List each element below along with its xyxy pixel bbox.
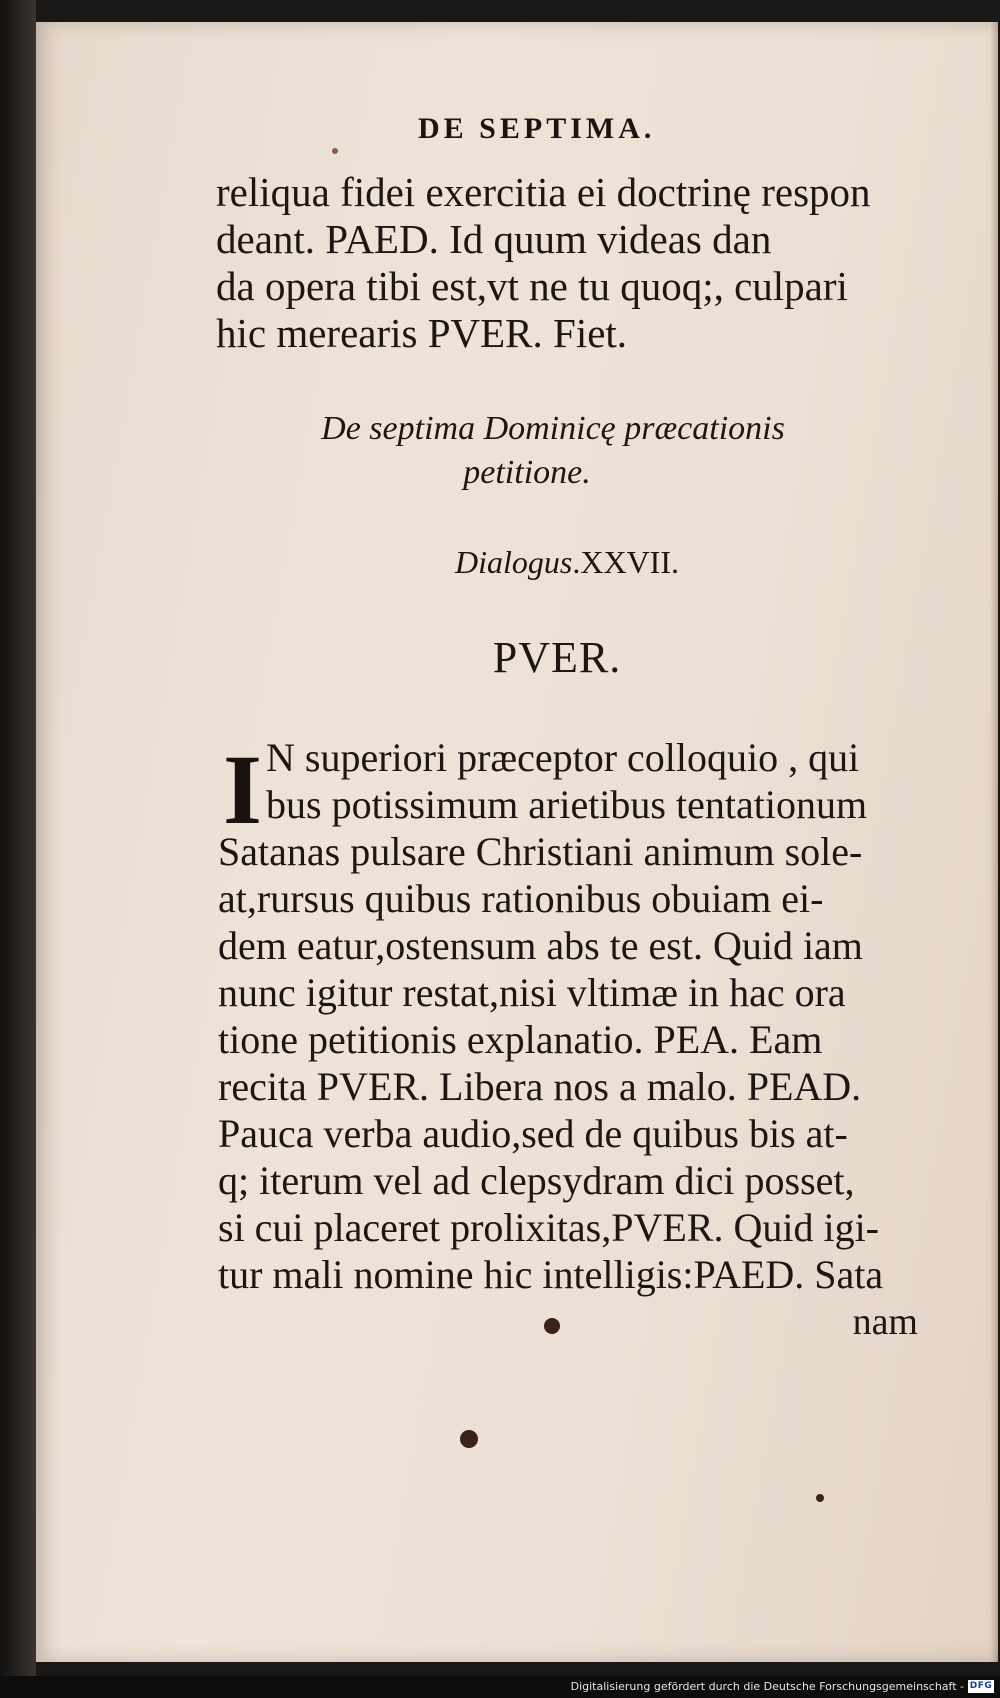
- speaker-heading: PVER.: [492, 633, 622, 682]
- dfg-logo: DFG: [969, 1681, 993, 1691]
- text-line-1: reliqua fidei exercitia ei doctrinę respon: [216, 169, 871, 215]
- body-line-10: q; iterum vel ad clepsydram dici posset,: [218, 1158, 855, 1203]
- book-spine-edge: [0, 0, 36, 1698]
- text-line-4: hic merearis PVER. Fiet.: [216, 310, 628, 356]
- body-line-12: tur mali nomine hic intelligis:PAED. Sata: [218, 1252, 884, 1297]
- chapter-heading-line-2: petitione.: [463, 454, 591, 491]
- dialogue-word: Dialogus: [455, 544, 573, 580]
- ink-spot: [460, 1430, 478, 1448]
- book-page: [36, 22, 998, 1662]
- body-line-5: dem eatur,ostensum abs te est. Quid iam: [218, 923, 863, 968]
- body-line-11: si cui placeret prolixitas,PVER. Quid igi-: [218, 1205, 879, 1250]
- ink-spot: [816, 1494, 824, 1502]
- body-line-3: Satanas pulsare Christiani animum sole-: [218, 829, 863, 874]
- body-line-8: recita PVER. Libera nos a malo. PEAD.: [218, 1064, 862, 1109]
- dialogue-numeral: .XXVII.: [572, 544, 679, 580]
- drop-cap-initial: I: [223, 734, 262, 845]
- chapter-heading-line-1: De septima Dominicę præcationis: [321, 410, 785, 447]
- ink-spot: [544, 1318, 560, 1334]
- ink-spot: [332, 148, 338, 154]
- dialogue-heading: [36, 544, 1000, 581]
- body-line-2: bus potissimum arietibus tentationum: [266, 782, 868, 827]
- text-line-3: da opera tibi est,vt ne tu quoq;, culpari: [216, 263, 848, 309]
- catchword: nam: [852, 1301, 918, 1343]
- body-line-9: Pauca verba audio,sed de quibus bis at-: [218, 1111, 848, 1156]
- body-line-7: tione petitionis explanatio. PEA. Eam: [218, 1017, 823, 1062]
- body-line-6: nunc igitur restat,nisi vltimæ in hac ora: [218, 970, 846, 1015]
- running-head: DE SEPTIMA.: [418, 112, 656, 145]
- body-line-4: at,rursus quibus rationibus obuiam ei-: [218, 876, 824, 921]
- body-line-1: N superiori præceptor colloquio , qui: [266, 735, 860, 780]
- funding-credit: Digitalisierung gefördert durch die Deutsche Forschungsgemeinschaft -: [570, 1680, 964, 1693]
- text-line-2: deant. PAED. Id quum videas dan: [216, 216, 772, 262]
